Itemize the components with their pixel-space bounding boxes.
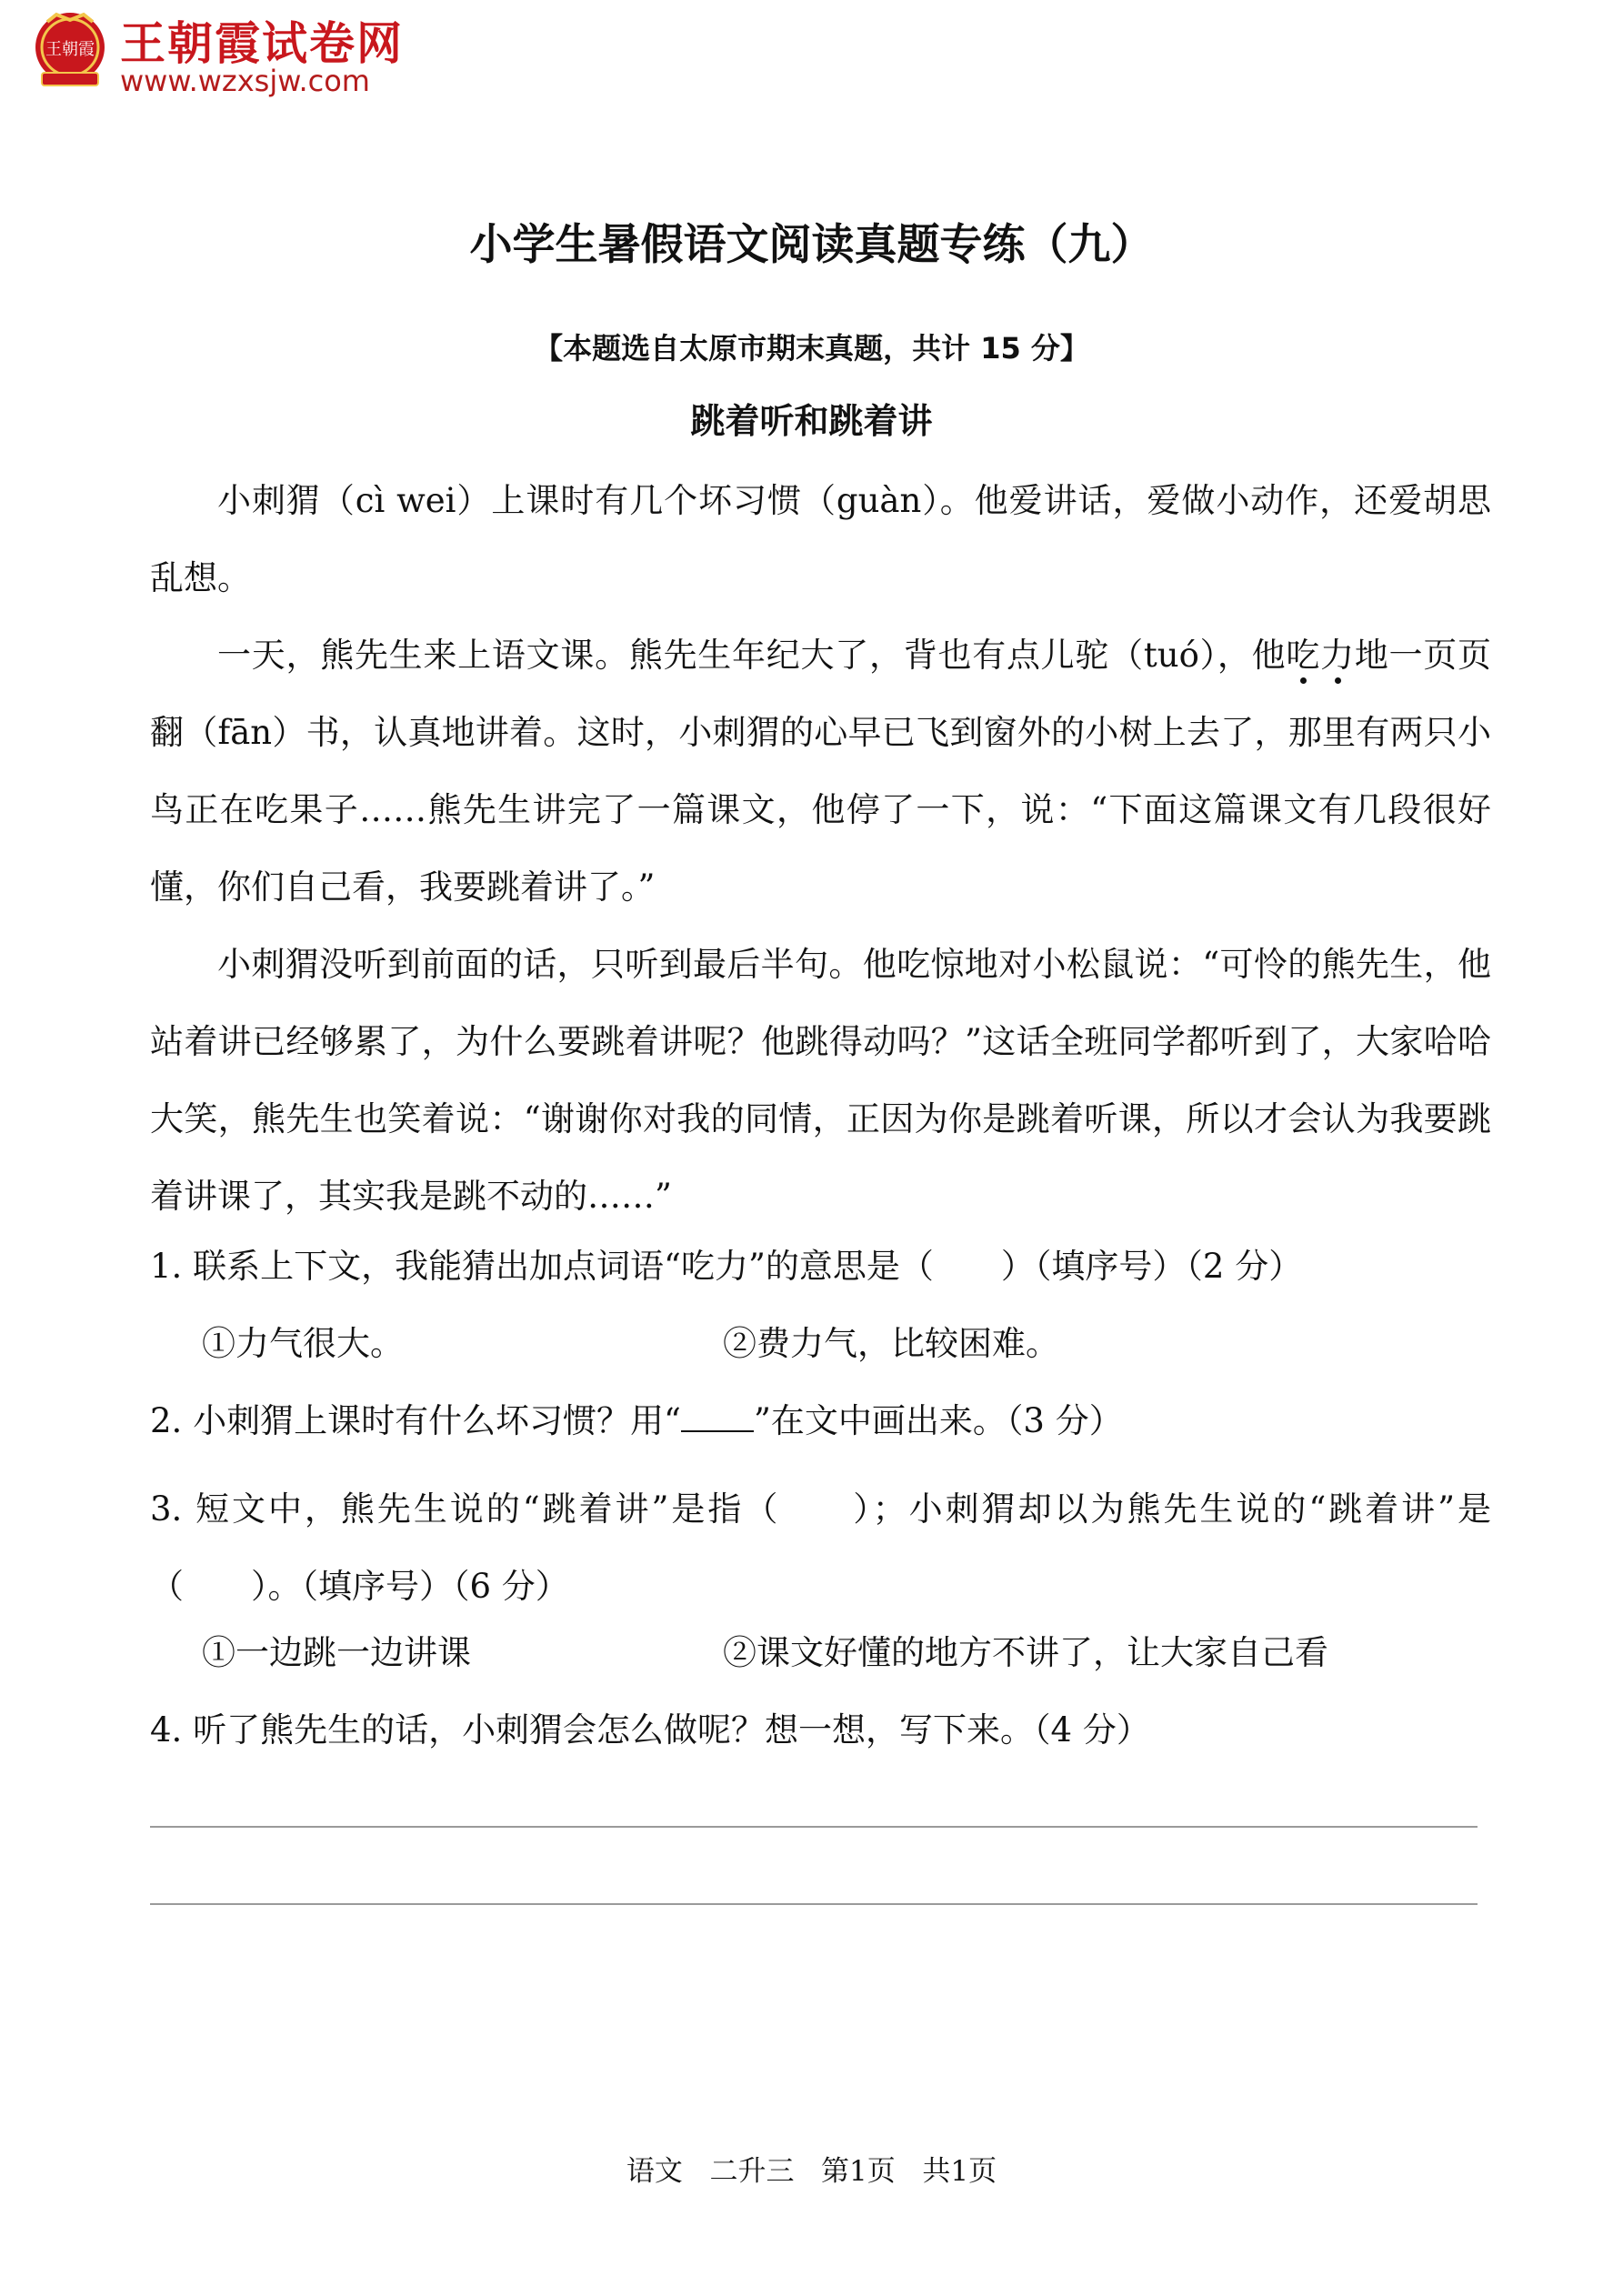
question-3: 3. 短文中，熊先生说的“跳着讲”是指（ ）；小刺猬却以为熊先生说的“跳着讲”是（ ）。（填序号）（6 分） (150, 1489, 1491, 1606)
reading-passage (150, 462, 1491, 1235)
footer-grade: 二升三 (709, 2155, 795, 2188)
brand-url-link[interactable]: www.wzxsjw.com (120, 64, 370, 98)
dotted-char: 力 (1320, 636, 1355, 675)
brand-name: 王朝霞试卷网 (120, 17, 404, 70)
passage-paragraph: 小刺猬没听到前面的话，只听到最后半句。他吃惊地对小松鼠说：“可怜的熊先生，他站着讲已经够累了，为什么要跳着讲呢？他跳得动吗？”这话全班同学都听到了，大家哈哈大笑，熊先生也笑着说：“谢谢你对我的同情，正因为你是跳着听课，所以才会认为我要跳着讲课了，其实我是跳不动的……” (150, 945, 1491, 1216)
wangzhaoxia-seal-logo-icon (29, 9, 111, 91)
question-1-option-2: ②费力气，比较困难。 (723, 1324, 1059, 1363)
question-2 (150, 1393, 1123, 1442)
answer-line[interactable] (150, 1903, 1478, 1905)
question-1: 1. 联系上下文，我能猜出加点词语“吃力”的意思是（ ）（填序号）（2 分） (150, 1247, 1303, 1286)
question-2-text: 2. 小刺猬上课时有什么坏习惯？用“ (150, 1401, 681, 1440)
footer-subject: 语文 (626, 2155, 683, 2188)
passage-paragraph: 小刺猬（cì wei）上课时有几个坏习惯（guàn）。他爱讲话，爱做小动作，还爱胡思乱想。 (150, 481, 1491, 597)
svg-text:王朝霞: 王朝霞 (45, 40, 95, 59)
underline-sample (681, 1403, 754, 1432)
question-2-text: ”在文中画出来。（3 分） (753, 1401, 1123, 1440)
question-1-option-1: ①力气很大。 (202, 1324, 404, 1363)
story-title: 跳着听和跳着讲 (690, 401, 933, 441)
footer-page: 第1页 (821, 2155, 896, 2188)
question-4: 4. 听了熊先生的话，小刺猬会怎么做呢？想一想，写下来。（4 分） (150, 1710, 1150, 1750)
page-footer (0, 2148, 1623, 2189)
source-note: 【本题选自太原市期末真题，共计 15 分】 (534, 331, 1089, 366)
answer-line[interactable] (150, 1826, 1478, 1828)
question-3-option-1: ①一边跳一边讲课 (202, 1633, 471, 1672)
dotted-char: 吃 (1286, 636, 1321, 675)
paragraph-text: 地一页页翻（fān）书，认真地讲着。这时，小刺猬的心早已飞到窗外的小树上去了，那里有两只小鸟正在吃果子……熊先生讲完了一篇课文，他停了一下，说：“下面这篇课文有几段很好懂，你们自己看，我要跳着讲了。” (150, 636, 1492, 907)
question-3-option-2: ②课文好懂的地方不讲了，让大家自己看 (723, 1633, 1328, 1672)
paragraph-text: 一天，熊先生来上语文课。熊先生年纪大了，背也有点儿驼（tuó），他 (217, 636, 1287, 675)
footer-total: 共1页 (922, 2155, 997, 2188)
passage-paragraph (150, 617, 1491, 926)
page-title: 小学生暑假语文阅读真题专练（九） (469, 220, 1154, 270)
